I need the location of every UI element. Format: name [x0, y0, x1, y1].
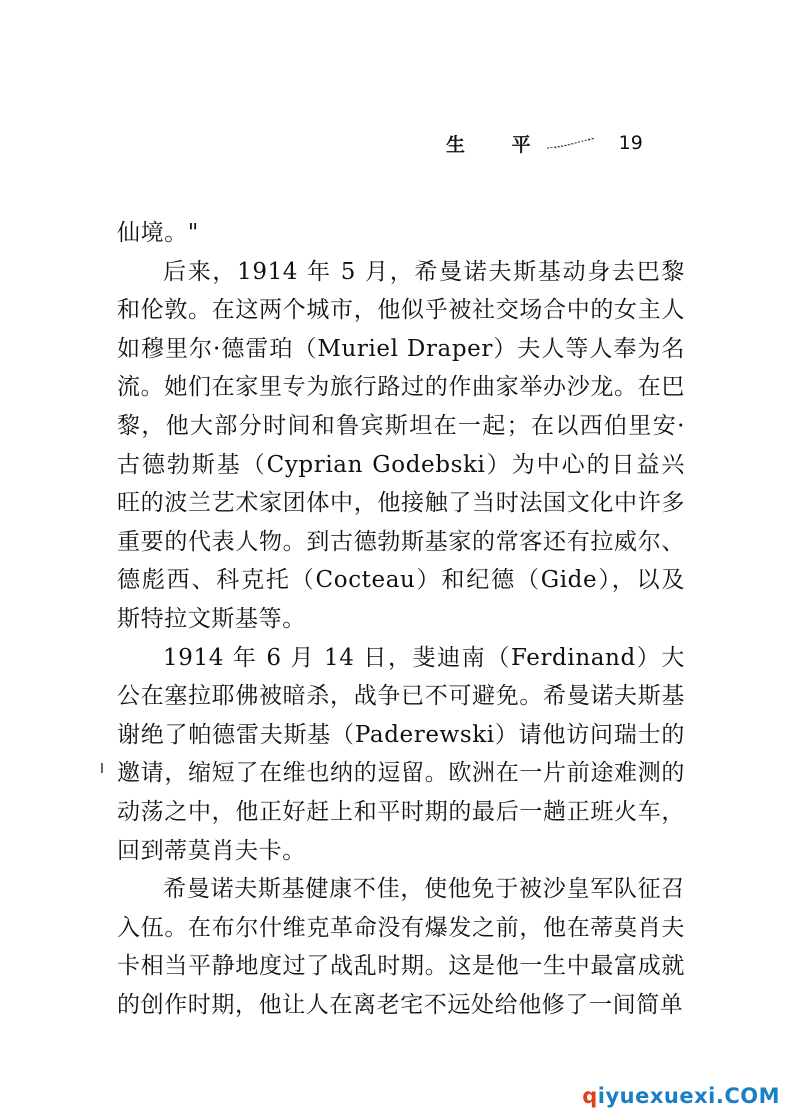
decorative-flourish-icon: [545, 136, 597, 150]
site-watermark: [582, 1084, 780, 1108]
paragraph: 希曼诺夫斯基健康不佳，使他免于被沙皇军队征召入伍。在布尔什维克革命没有爆发之前，他在蒂莫肖夫卡相当平静地度过了战乱时期。这是他一生中最富成就的创作时期，他让人在离老宅不远处给他修了一间简单: [117, 876, 685, 1018]
section-title: 生 平: [446, 133, 551, 156]
margin-mark: [101, 763, 103, 773]
body-text: [117, 214, 685, 1024]
watermark-text: iyuexuexi.COM: [597, 1084, 780, 1108]
paragraph: 仙境。": [117, 220, 199, 246]
paragraph: 后来，1914 年 5 月，希曼诺夫斯基动身去巴黎和伦敦。在这两个城市，他似乎被社交场合中的女主人如穆里尔·德雷珀（Muriel Draper）夫人等人奉为名流。她们在家里专为旅行路过的作曲家举办沙龙。在巴黎，他大部分时间和鲁宾斯坦在一起；在以西伯里安·古德勃斯基（Cyprian Godebski）为中心的日益兴旺的波兰艺术家团体中，他接触了当时法国文化中许多重要的代表人物。到古德勃斯基家的常客还有拉威尔、德彪西、科克托（Cocteau）和纪德（Gide），以及斯特拉文斯基等。: [117, 258, 685, 632]
watermark-initial: q: [582, 1084, 598, 1108]
paragraph: 1914 年 6 月 14 日，斐迪南（Ferdinand）大公在塞拉耶佛被暗杀，战争已不可避免。希曼诺夫斯基谢绝了帕德雷夫斯基（Paderewski）请他访问瑞士的邀请，缩短了在维也纳的逗留。欧洲在一片前途难测的动荡之中，他正好赶上和平时期的最后一趟正班火车，回到蒂莫肖夫卡。: [117, 644, 685, 864]
running-header: [446, 126, 643, 160]
page-number: 19: [618, 132, 643, 154]
